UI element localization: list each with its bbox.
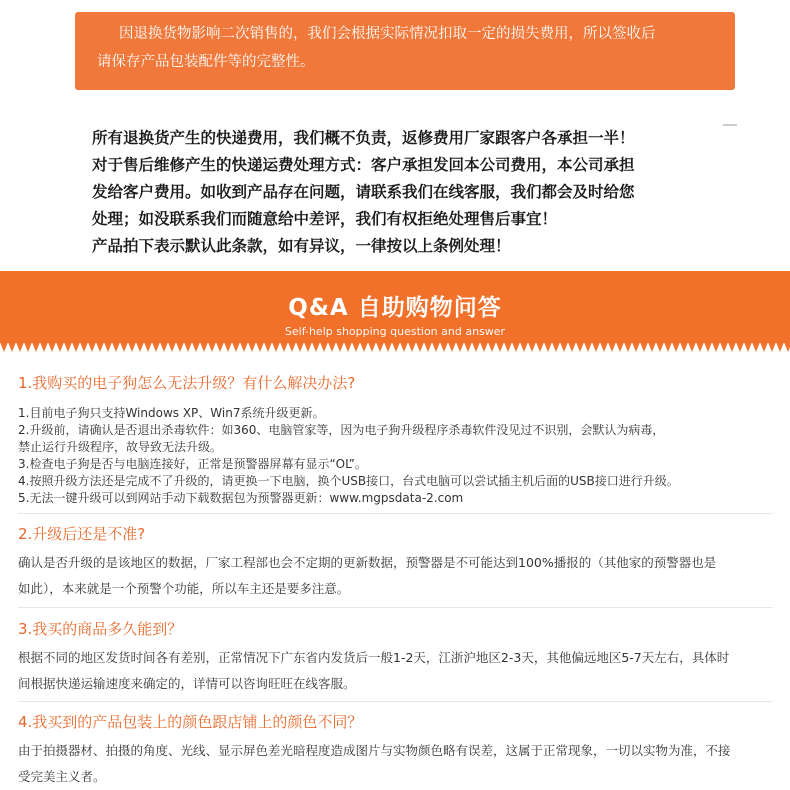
- answer-text: [18, 645, 773, 697]
- answer-line: 根据不同的地区发货时间各有差别，正常情况下广东省内发货后一般1-2天，江浙沪地区2-3天，其他偏远地区5-7天左右，具体时: [18, 650, 730, 665]
- policy-line: 对于售后维修产生的快递运费处理方式：客户承担发回本公司费用，本公司承担: [92, 156, 635, 174]
- question-title: 2.升级后还是不准?: [18, 525, 146, 543]
- answer-line: 4.按照升级方法还是完成不了升级的，请更换一下电脑，换个USB接口，台式电脑可以尝试插主机后面的USB接口进行升级。: [18, 474, 679, 488]
- question-title: 1.我购买的电子狗怎么无法升级？有什么解决办法?: [18, 374, 356, 392]
- shipping-policy: [92, 125, 712, 260]
- qa-banner-subtitle: Self-help shopping question and answer: [284, 325, 506, 338]
- answer-line: 由于拍摄器材、拍摄的角度、光线、显示屏色差光暗程度造成图片与实物颜色略有误差，这属于正常现象，一切以实物为准，不接: [18, 743, 731, 758]
- return-notice-box: [75, 12, 735, 90]
- policy-line: 发给客户费用。如收到产品存在问题，请联系我们在线客服，我们都会及时给您: [92, 183, 635, 201]
- qa-item-1: [18, 373, 773, 507]
- answer-line: 如此），本来就是一个预警个功能，所以车主还是要多注意。: [18, 581, 350, 596]
- banner-zigzag-edge: [0, 342, 790, 354]
- answer-text: [18, 550, 773, 602]
- answer-line: 3.检查电子狗是否与电脑连接好，正常是预警器屏幕有显示“OL”。: [18, 457, 367, 471]
- question-title: 4.我买到的产品包装上的颜色跟店铺上的颜色不同？: [18, 713, 363, 731]
- answer-line: 受完美主义者。: [18, 769, 106, 784]
- policy-line: 处理；如没联系我们而随意给中差评，我们有权拒绝处理售后事宜！: [92, 210, 558, 228]
- decorative-dash: [723, 124, 737, 126]
- answer-line: 禁止运行升级程序，故导致无法升级。: [18, 440, 223, 454]
- qa-banner: [0, 271, 790, 343]
- notice-line-2: 请保存产品包装配件等的完整性。: [97, 54, 315, 70]
- answer-line: 5.无法一键升级可以到网站手动下载数据包为预警器更新：www.mgpsdata-2.com: [18, 491, 464, 505]
- section-divider: [18, 607, 773, 608]
- answer-line: 2.升级前，请确认是否退出杀毒软件：如360、电脑管家等，因为电子狗升级程序杀毒软件没见过不识别，会默认为病毒，: [18, 423, 665, 437]
- qa-item-2: [18, 524, 773, 602]
- notice-line-1: 因退换货物影响二次销售的，我们会根据实际情况扣取一定的损失费用，所以签收后: [119, 26, 656, 42]
- question-title: 3.我买的商品多久能到？: [18, 620, 183, 638]
- answer-line: 间根据快递运输速度来确定的，详情可以咨询旺旺在线客服。: [18, 676, 356, 691]
- qa-item-3: [18, 619, 773, 697]
- answer-line: 1.目前电子狗只支持Windows XP、Win7系统升级更新。: [18, 406, 325, 420]
- qa-item-4: [18, 712, 773, 790]
- section-divider: [18, 513, 773, 514]
- section-divider: [18, 701, 773, 702]
- policy-line: 所有退换货产生的快递费用，我们概不负责，返修费用厂家跟客户各承担一半！: [92, 129, 635, 147]
- answer-text: [18, 738, 773, 790]
- policy-line: 产品拍下表示默认此条款，如有异议，一律按以上条例处理！: [92, 237, 511, 255]
- answer-line: 确认是否升级的是该地区的数据，厂家工程部也会不定期的更新数据，预警器是不可能达到100%播报的（其他家的预警器也是: [18, 555, 717, 570]
- qa-banner-title: Q&A 自助购物问答: [288, 295, 502, 321]
- answer-list: [18, 405, 773, 507]
